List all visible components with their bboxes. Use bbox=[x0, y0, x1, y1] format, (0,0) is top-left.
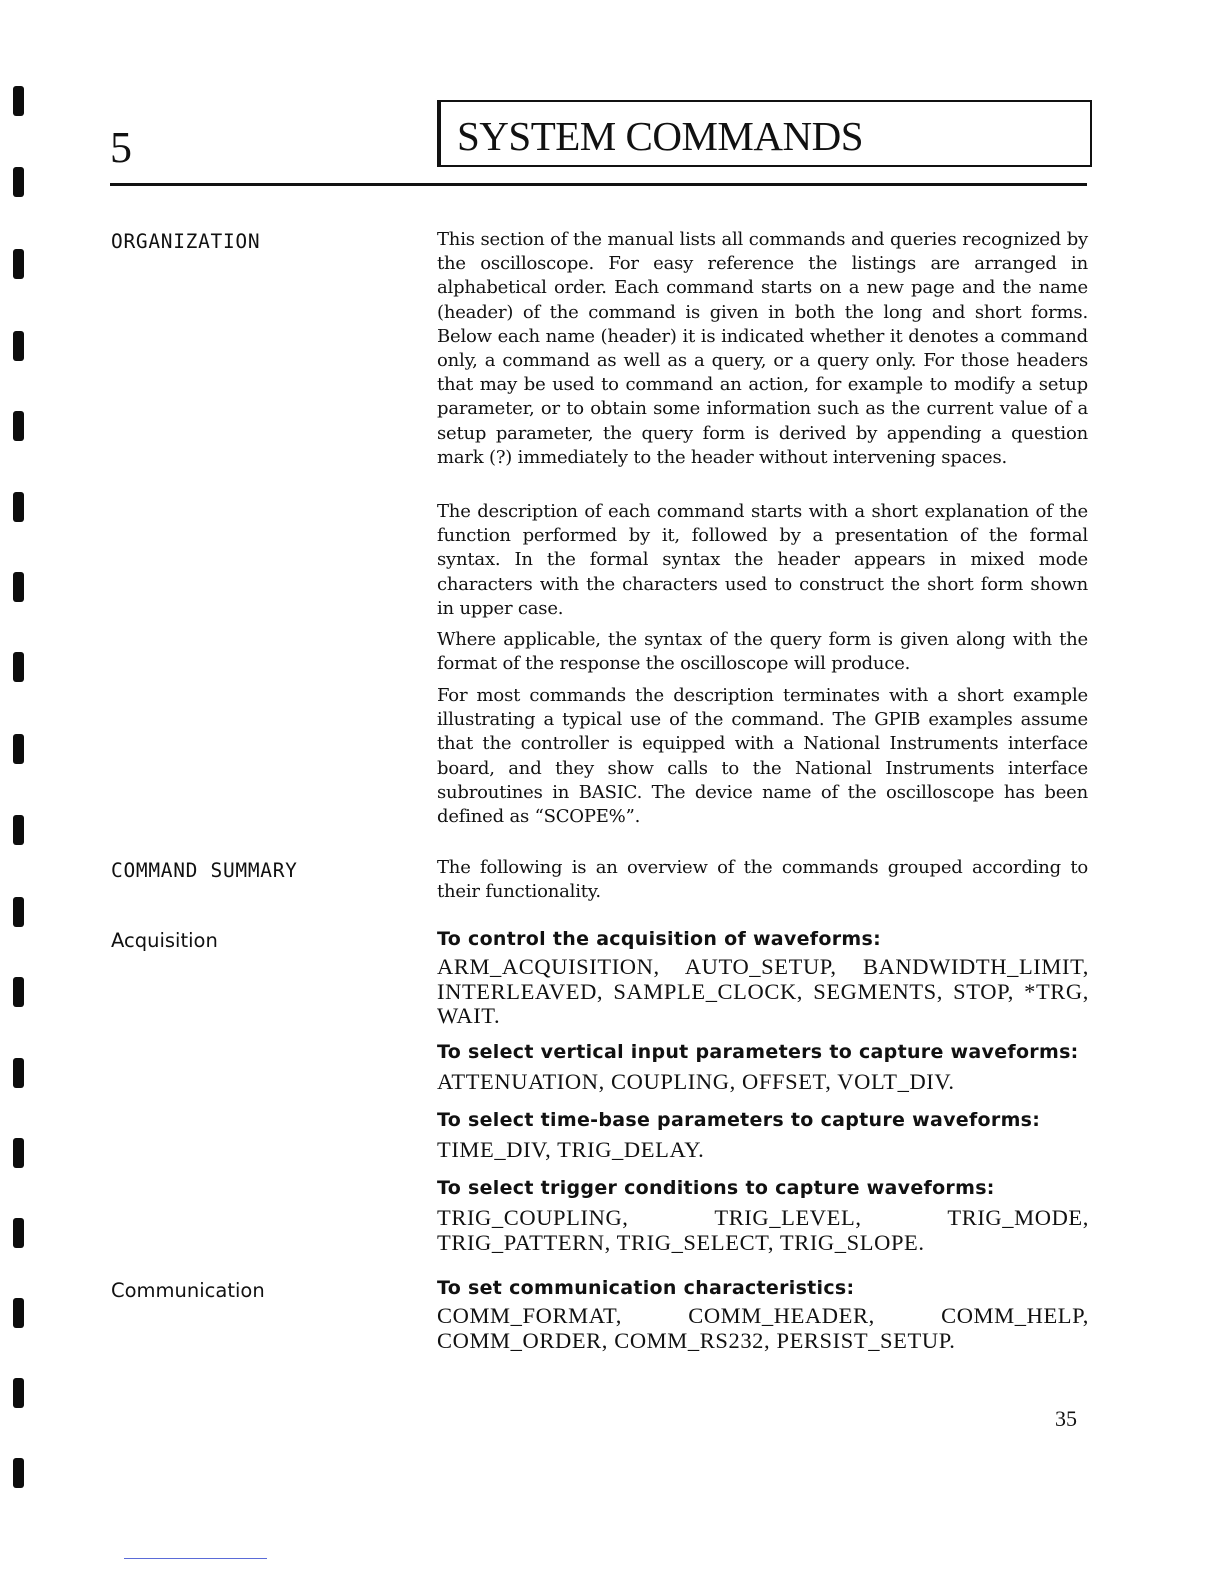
group-lead: To set communication characteristics: bbox=[437, 1277, 855, 1299]
binder-mark bbox=[13, 977, 24, 1007]
paragraph: This section of the manual lists all commands and queries recognized by the oscilloscope. For easy reference the listings are arranged in alphabetical order. Each command starts on a new page and the name (header) of the command is given in both the long and short forms. Below each name (header) it is indicated whether it denotes a command only, a command as well as a query, or a query only. For those headers that may be used to command an action, for example to modify a setup parameter, or to obtain some information such as the current value of a setup parameter, the query form is derived by appending a question mark (?) immediately to the header without intervening spaces. bbox=[437, 229, 1088, 468]
paragraph: The following is an overview of the commands grouped according to their functionality. bbox=[437, 857, 1088, 903]
binder-mark bbox=[13, 815, 24, 845]
paragraph: For most commands the description terminates with a short example illustrating a typical use of the command. The GPIB examples assume that the controller is equipped with a National Instruments interface board, and they show calls to the National Instruments interface subroutines in BASIC. The device name of the oscilloscope has been defined as “SCOPE%”. bbox=[437, 685, 1088, 828]
binder-mark bbox=[13, 572, 24, 602]
command-list: TRIG_COUPLING, TRIG_LEVEL, TRIG_MODE, TRIG_PATTERN, TRIG_SELECT, TRIG_SLOPE. bbox=[437, 1205, 1089, 1255]
group-lead: To select trigger conditions to capture waveforms: bbox=[437, 1177, 995, 1199]
page-number: 35 bbox=[1055, 1406, 1077, 1431]
group-lead: To control the acquisition of waveforms: bbox=[437, 928, 881, 950]
header-rule bbox=[110, 183, 1087, 186]
binder-mark bbox=[13, 1138, 24, 1168]
paragraph: Where applicable, the syntax of the query form is given along with the format of the response the oscilloscope will produce. bbox=[437, 629, 1088, 675]
chapter-title-box bbox=[437, 100, 1092, 167]
binder-mark bbox=[13, 1218, 24, 1248]
footer-rule bbox=[124, 1558, 267, 1559]
binder-mark bbox=[13, 167, 24, 197]
binder-mark bbox=[13, 1298, 24, 1328]
binder-mark bbox=[13, 652, 24, 682]
binder-mark bbox=[13, 1378, 24, 1408]
binder-mark bbox=[13, 411, 24, 441]
subheading-communication: Communication bbox=[111, 1279, 265, 1302]
chapter-number: 5 bbox=[110, 123, 132, 172]
command-list: ATTENUATION, COUPLING, OFFSET, VOLT_DIV. bbox=[437, 1069, 955, 1094]
binder-mark bbox=[13, 734, 24, 764]
binder-mark bbox=[13, 249, 24, 279]
section-heading-command-summary: COMMAND SUMMARY bbox=[111, 859, 298, 882]
binder-mark bbox=[13, 492, 24, 522]
binder-mark bbox=[13, 1058, 24, 1088]
subheading-acquisition: Acquisition bbox=[111, 929, 218, 952]
group-lead: To select vertical input parameters to capture waveforms: bbox=[437, 1041, 1079, 1063]
paragraph: The description of each command starts with a short explanation of the function performed by it, followed by a presentation of the formal syntax. In the formal syntax the header appears in mixed mode characters with the characters used to construct the short form shown in upper case. bbox=[437, 501, 1088, 619]
command-list: TIME_DIV, TRIG_DELAY. bbox=[437, 1137, 705, 1162]
binder-mark bbox=[13, 331, 24, 361]
binder-mark bbox=[13, 86, 24, 116]
group-lead: To select time-base parameters to capture waveforms: bbox=[437, 1109, 1041, 1131]
command-list: COMM_FORMAT, COMM_HEADER, COMM_HELP, COMM_ORDER, COMM_RS232, PERSIST_SETUP. bbox=[437, 1303, 1089, 1353]
binder-mark bbox=[13, 1458, 24, 1488]
section-heading-organization: ORGANIZATION bbox=[111, 230, 261, 253]
command-list: ARM_ACQUISITION, AUTO_SETUP, BANDWIDTH_LIMIT, INTERLEAVED, SAMPLE_CLOCK, SEGMENTS, STOP, *TRG, WAIT. bbox=[437, 954, 1089, 1028]
binder-mark bbox=[13, 897, 24, 927]
chapter-title: SYSTEM COMMANDS bbox=[457, 113, 864, 159]
